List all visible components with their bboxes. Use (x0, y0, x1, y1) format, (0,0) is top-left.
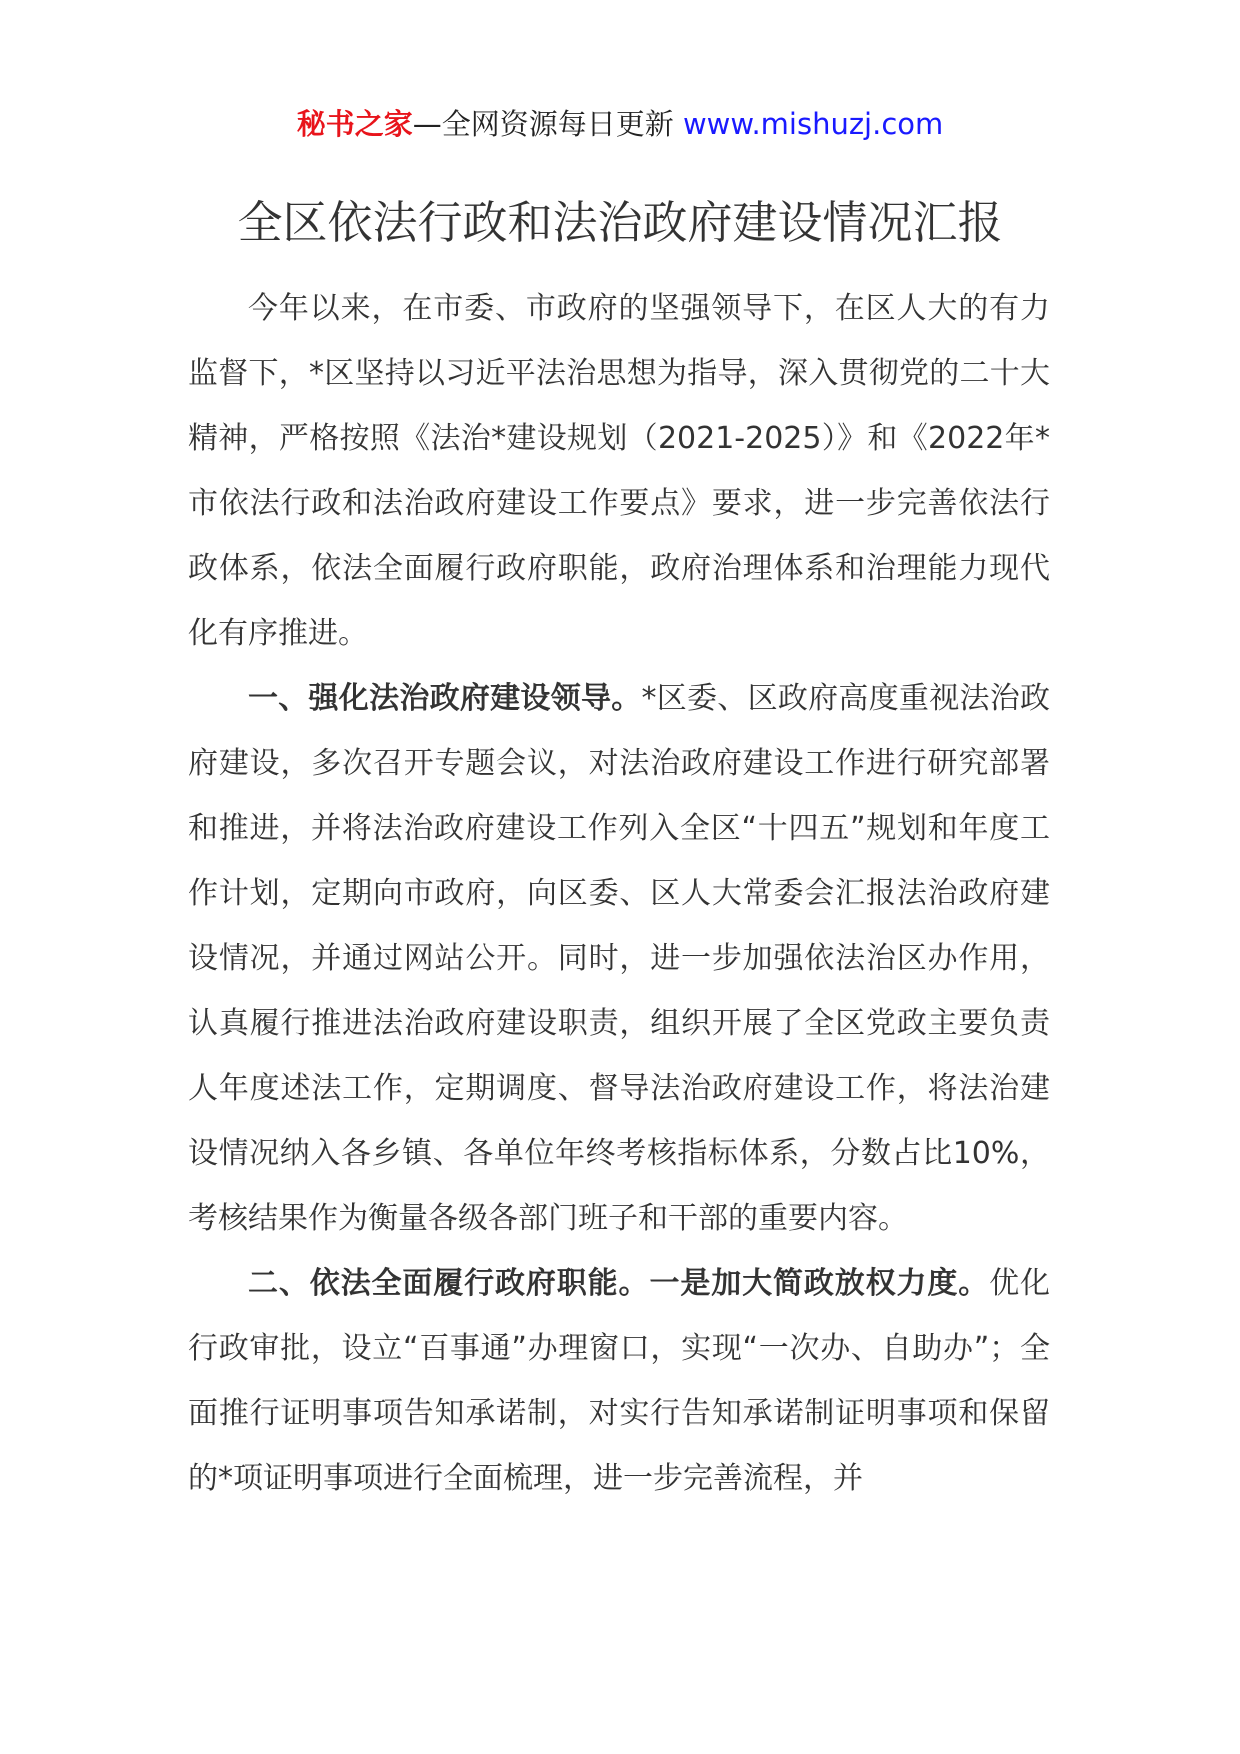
paragraph-intro (188, 276, 1050, 666)
site-header (0, 104, 1240, 144)
site-tagline: —全网资源每日更新 (412, 107, 674, 141)
section-heading: 二、依法全面履行政府职能。 (248, 1266, 650, 1301)
site-brand: 秘书之家 (296, 107, 413, 141)
paragraph-text: 今年以来，在市委、市政府的坚强领导下，在区人大的有力监督下，*区坚持以习近平法治思想为指导，深入贯彻党的二十大精神，严格按照《法治*建设规划（2021-2025）》和《2022年*市依法行政和法治政府建设工作要点》要求，进一步完善依法行政体系，依法全面履行政府职能，政府治理体系和治理能力现代化有序推进。 (188, 291, 1050, 651)
section-subheading: 一是加大简政放权力度。 (649, 1266, 990, 1301)
paragraph-text: 优化行政审批，设立“百事通”办理窗口，实现“一次办、自助办”；全面推行证明事项告知承诺制，对实行告知承诺制证明事项和保留的*项证明事项进行全面梳理，进一步完善流程，并 (188, 1266, 1051, 1496)
paragraph-section-2 (188, 1251, 1050, 1511)
paragraph-section-1 (188, 666, 1050, 1251)
site-url-link[interactable]: www.mishuzj.com (682, 107, 944, 141)
paragraph-text: *区委、区政府高度重视法治政府建设，多次召开专题会议，对法治政府建设工作进行研究部署和推进，并将法治政府建设工作列入全区“十四五”规划和年度工作计划，定期向市政府，向区委、区人大常委会汇报法治政府建设情况，并通过网站公开。同时，进一步加强依法治区办作用，认真履行推进法治政府建设职责，组织开展了全区党政主要负责人年度述法工作，定期调度、督导法治政府建设工作，将法治建设情况纳入各乡镇、各单位年终考核指标体系，分数占比10%，考核结果作为衡量各级各部门班子和干部的重要内容。 (188, 681, 1050, 1236)
document-title: 全区依法行政和法治政府建设情况汇报 (237, 196, 1003, 249)
document-body (188, 276, 1050, 1511)
section-heading: 一、强化法治政府建设领导。 (248, 681, 642, 716)
